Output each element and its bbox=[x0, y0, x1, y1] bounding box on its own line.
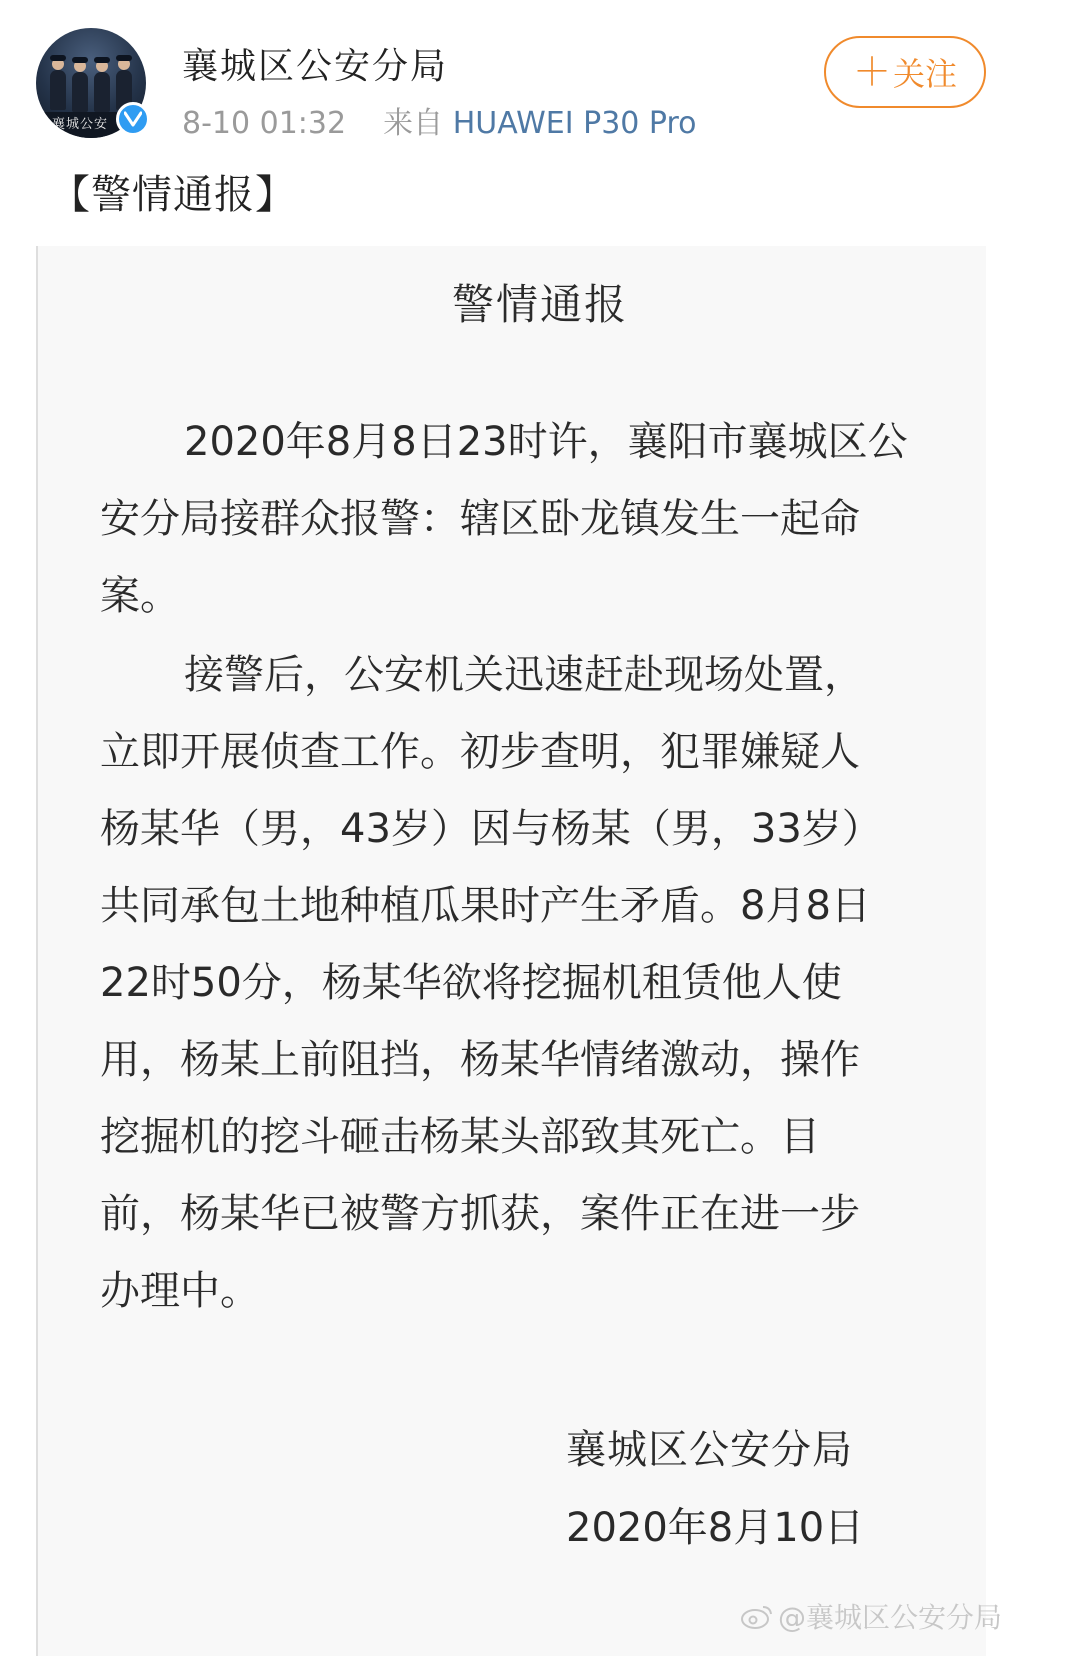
notice-line: 挖掘机的挖斗砸击杨某头部致其死亡。目 bbox=[100, 1114, 820, 1160]
notice-line: 接警后，公安机关迅速赶赴现场处置， bbox=[184, 652, 864, 698]
notice-paragraph-1 bbox=[100, 404, 980, 635]
notice-signature-date: 2020年8月10日 bbox=[566, 1505, 865, 1551]
notice-line: 前，杨某华已被警方抓获，案件正在进一步 bbox=[100, 1191, 860, 1237]
notice-title: 警情通报 bbox=[451, 280, 628, 329]
verified-badge-icon bbox=[116, 102, 150, 136]
watermark bbox=[740, 1596, 1002, 1636]
post-source[interactable]: HUAWEI P30 Pro bbox=[452, 106, 697, 141]
username[interactable]: 襄城区公安分局 bbox=[182, 46, 449, 87]
notice-line: 案。 bbox=[100, 573, 180, 619]
notice-line: 安分局接群众报警：辖区卧龙镇发生一起命 bbox=[100, 496, 860, 542]
from-label: 来自 bbox=[383, 106, 444, 141]
avatar-caption: 襄城公安 bbox=[52, 117, 109, 132]
notice-line: 用，杨某上前阻挡，杨某华情绪激动，操作 bbox=[100, 1037, 860, 1083]
notice-paragraph-2 bbox=[100, 637, 980, 1330]
notice-line: 杨某华（男，43岁）因与杨某（男，33岁） bbox=[100, 806, 882, 852]
notice-line: 22时50分，杨某华欲将挖掘机租赁他人使 bbox=[100, 960, 842, 1006]
plus-icon: ＋ bbox=[852, 50, 891, 94]
notice-signature-org: 襄城区公安分局 bbox=[566, 1427, 853, 1473]
avatar[interactable] bbox=[36, 28, 146, 138]
watermark-text: @襄城区公安分局 bbox=[778, 1601, 1003, 1634]
follow-label: 关注 bbox=[893, 55, 958, 93]
notice-line: 共同承包土地种植瓜果时产生矛盾。8月8日 bbox=[100, 883, 871, 929]
notice-line: 立即开展侦查工作。初步查明，犯罪嫌疑人 bbox=[100, 729, 860, 775]
follow-button[interactable] bbox=[824, 36, 986, 108]
post-time: 8-10 01:32 bbox=[182, 106, 347, 141]
notice-line: 办理中。 bbox=[100, 1268, 260, 1314]
notice-line: 2020年8月8日23时许，襄阳市襄城区公 bbox=[184, 419, 908, 465]
post-text: 【警情通报】 bbox=[50, 172, 296, 218]
weibo-logo-icon bbox=[740, 1602, 774, 1630]
post-meta bbox=[182, 98, 697, 142]
